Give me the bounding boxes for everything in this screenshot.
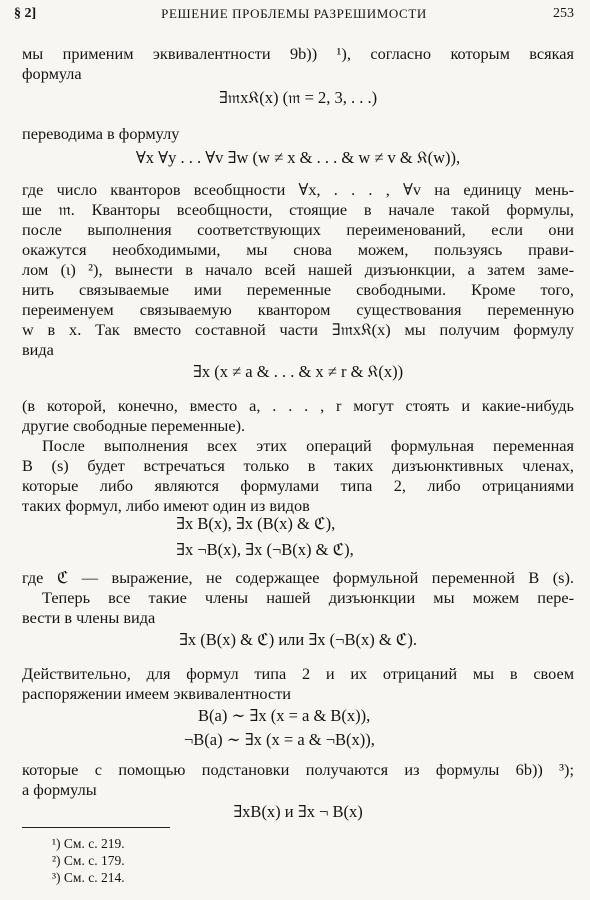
text-line: окажутся необходимыми, мы снова можем, пользуясь прави- bbox=[22, 240, 574, 259]
footnote-rule bbox=[22, 827, 170, 828]
formula: ∃x (B(x) & ℭ) или ∃x (¬B(x) & ℭ). bbox=[178, 630, 418, 649]
text-line: распоряжении имеем эквивалентности bbox=[22, 684, 292, 703]
text-line: ше 𝔪. Кванторы всеобщности, стоящие в начале такой формулы, bbox=[22, 200, 574, 219]
text-line: формула bbox=[22, 64, 82, 83]
formula: ∃x (x ≠ a & . . . & x ≠ r & 𝔎(x)) bbox=[192, 362, 404, 381]
text-line: которые либо являются формулами типа 2, либо отрицаниями bbox=[22, 476, 574, 495]
formula: ∃xB(x) и ∃x ¬ B(x) bbox=[233, 802, 363, 821]
text-line: После выполнения всех этих операций формульная переменная bbox=[42, 436, 574, 455]
formula: ¬B(a) ∼ ∃x (x = a & ¬B(x)), bbox=[184, 730, 375, 749]
formula: ∃x ¬B(x), ∃x (¬B(x) & ℭ), bbox=[176, 540, 354, 559]
formula: ∃𝔪x𝔎(x) (𝔪 = 2, 3, . . .) bbox=[218, 88, 378, 107]
footnote: ³) См. с. 214. bbox=[52, 870, 125, 885]
text-line: которые с помощью подстановки получаются из формулы 6b)) ³); bbox=[22, 760, 574, 779]
footnote: ²) См. с. 179. bbox=[52, 853, 125, 868]
text-line: вида bbox=[22, 340, 54, 359]
text-line: где ℭ — выражение, не содержащее формульной переменной B (s). bbox=[22, 568, 574, 587]
text-line: Теперь все такие члены нашей дизъюнкции мы можем пере- bbox=[42, 588, 574, 607]
text-line: B (s) будет встречаться только в таких дизъюнктивных членах, bbox=[22, 456, 574, 475]
text-line: после выполнения соответствующих переименований, если они bbox=[22, 220, 574, 239]
running-header bbox=[14, 6, 574, 28]
text-line: таких формул, либо имеют один из видов bbox=[22, 496, 310, 515]
text-line: нить связываемые ими переменные свободными. Кроме того, bbox=[22, 280, 574, 299]
text-line: вести в члены вида bbox=[22, 608, 156, 627]
running-title: РЕШЕНИЕ ПРОБЛЕМЫ РАЗРЕШИМОСТИ bbox=[161, 6, 427, 21]
formula: ∀x ∀y . . . ∀v ∃w (w ≠ x & . . . & w ≠ v & 𝔎(w)), bbox=[135, 148, 461, 167]
formula: ∃x B(x), ∃x (B(x) & ℭ), bbox=[176, 514, 336, 533]
text-line: переводима в формулу bbox=[22, 124, 180, 143]
formula: B(a) ∼ ∃x (x = a & B(x)), bbox=[198, 706, 371, 725]
section-mark: § 2] bbox=[14, 6, 37, 21]
text-line: а формулы bbox=[22, 780, 97, 799]
footnote: ¹) См. с. 219. bbox=[52, 836, 125, 851]
text-line: (в которой, конечно, вместо a, . . . , r могут стоять и какие-нибудь bbox=[22, 396, 574, 415]
text-line: другие свободные переменные). bbox=[22, 416, 246, 435]
text-line: где число кванторов всеобщности ∀x, . . . , ∀v на единицу мень- bbox=[22, 180, 574, 199]
text-line: мы применим эквивалентности 9b)) ¹), согласно которым всякая bbox=[22, 44, 574, 63]
text-line: переименуем связываемую квантором существования переменную bbox=[22, 300, 574, 319]
text-line: Действительно, для формул типа 2 и их отрицаний мы в своем bbox=[22, 664, 574, 683]
page-number: 253 bbox=[553, 6, 574, 21]
text-line: w в x. Так вместо составной части ∃𝔪x𝔎(x) мы получим формулу bbox=[22, 320, 574, 339]
text-line: лом (ι) ²), вынести в начало всей нашей дизъюнкции, а затем заме- bbox=[22, 260, 574, 279]
